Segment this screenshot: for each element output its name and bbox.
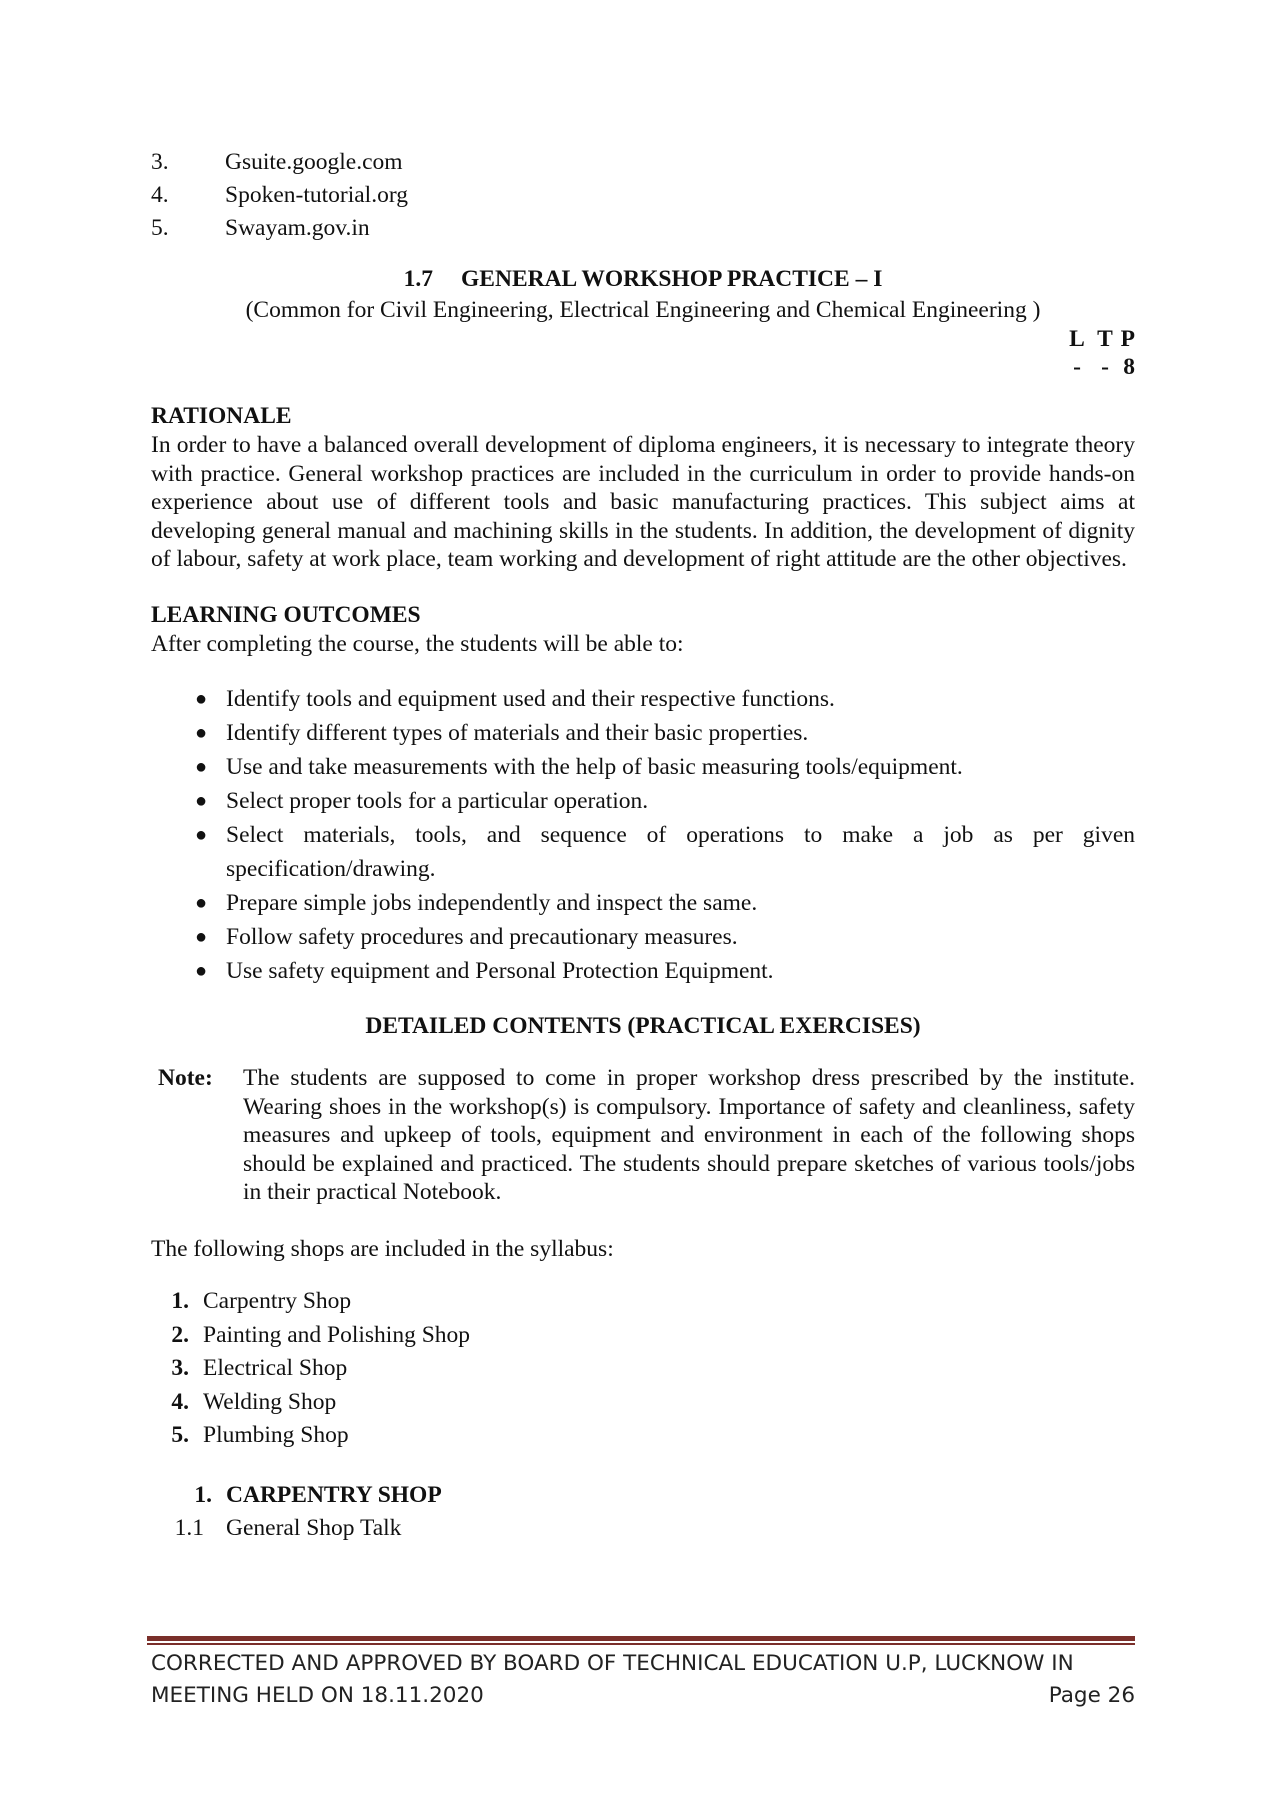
carpentry-subitem: 1.1 General Shop Talk bbox=[174, 1514, 402, 1541]
list-item: ● Use safety equipment and Personal Protection Equipment. bbox=[151, 954, 1135, 988]
learning-outcomes-list bbox=[151, 682, 1135, 988]
note-text: The students are supposed to come in proper workshop dress prescribed by the institute. Wearing shoes in the workshop(s) is compulsory. Importance of safety and cleanliness, safety measures and upkeep of tools, equipment and environment in each of the following shops should be explained and practiced. The students should prepare sketches of various tools/jobs in their practical Notebook. bbox=[243, 1065, 1135, 1205]
bullet-icon: ● bbox=[195, 960, 208, 982]
bullet-icon: ● bbox=[195, 756, 208, 778]
course-subtitle: (Common for Civil Engineering, Electrical Engineering and Chemical Engineering ) bbox=[245, 297, 1041, 323]
rationale-heading: RATIONALE bbox=[151, 403, 292, 429]
footer-line-2-row bbox=[151, 1680, 1135, 1712]
note-block bbox=[151, 1064, 1135, 1207]
course-header bbox=[151, 263, 1135, 325]
list-item: 4. Spoken-tutorial.org bbox=[151, 182, 408, 208]
list-item: 1. Carpentry Shop bbox=[171, 1288, 352, 1314]
list-item: ● Select materials, tools, and sequence of operations to make a job as per given specification/drawing. bbox=[151, 818, 1135, 886]
note-label: Note: bbox=[158, 1065, 213, 1091]
page-footer bbox=[151, 1648, 1135, 1712]
bullet-icon: ● bbox=[195, 926, 208, 948]
list-item: 5. Swayam.gov.in bbox=[151, 215, 370, 241]
footer-divider bbox=[147, 1636, 1135, 1645]
learning-outcomes-intro: After completing the course, the students will be able to: bbox=[151, 630, 684, 657]
shops-intro: The following shops are included in the syllabus: bbox=[151, 1235, 614, 1262]
list-item: 5. Plumbing Shop bbox=[171, 1422, 349, 1448]
reference-list bbox=[151, 146, 1135, 245]
bullet-icon: ● bbox=[195, 722, 208, 744]
course-title-text: GENERAL WORKSHOP PRACTICE – I bbox=[461, 266, 883, 292]
ltp-labels: L T P bbox=[1069, 326, 1135, 352]
bullet-icon: ● bbox=[195, 688, 208, 710]
list-item: ● Use and take measurements with the help of basic measuring tools/equipment. bbox=[151, 750, 1135, 784]
list-item: ● Identify different types of materials and their basic properties. bbox=[151, 716, 1135, 750]
list-item: ● Identify tools and equipment used and their respective functions. bbox=[151, 682, 1135, 716]
learning-outcomes-heading: LEARNING OUTCOMES bbox=[151, 601, 421, 628]
rationale-text: In order to have a balanced overall development of diploma engineers, it is necessary to integrate theory with practice. General workshop practices are included in the curriculum in order to provide hands-on experience about use of different tools and basic manufacturing practices. This subject aims at developing general manual and machining skills in the students. In addition, the development of dignity of labour, safety at work place, team working and development of right attitude are the other objectives. bbox=[151, 432, 1135, 572]
footer-line-1: CORRECTED AND APPROVED BY BOARD OF TECHNICAL EDUCATION U.P, LUCKNOW IN bbox=[151, 1651, 1074, 1676]
list-item: 2. Painting and Polishing Shop bbox=[171, 1321, 471, 1348]
list-item: 3. Electrical Shop bbox=[171, 1355, 348, 1381]
list-item: 4. Welding Shop bbox=[171, 1388, 337, 1415]
page-content bbox=[151, 146, 1135, 1543]
bullet-icon: ● bbox=[195, 790, 208, 812]
list-item: ● Follow safety procedures and precautionary measures. bbox=[151, 920, 1135, 954]
bullet-icon: ● bbox=[195, 824, 208, 846]
detailed-contents-heading: DETAILED CONTENTS (PRACTICAL EXERCISES) bbox=[365, 1013, 921, 1039]
course-number: 1.7 bbox=[403, 266, 434, 292]
list-item: ● Select proper tools for a particular operation. bbox=[151, 784, 1135, 818]
list-item: ● Prepare simple jobs independently and inspect the same. bbox=[151, 886, 1135, 920]
bullet-icon: ● bbox=[195, 892, 208, 914]
carpentry-heading: 1. CARPENTRY SHOP bbox=[194, 1481, 442, 1508]
page-number: Page 26 bbox=[1048, 1683, 1135, 1708]
list-item: 3. Gsuite.google.com bbox=[151, 149, 403, 175]
shops-list bbox=[151, 1285, 1135, 1453]
footer-line-2: MEETING HELD ON 18.11.2020 bbox=[151, 1683, 484, 1708]
course-title bbox=[151, 263, 1135, 295]
ltp-values: - - 8 bbox=[1073, 354, 1135, 380]
